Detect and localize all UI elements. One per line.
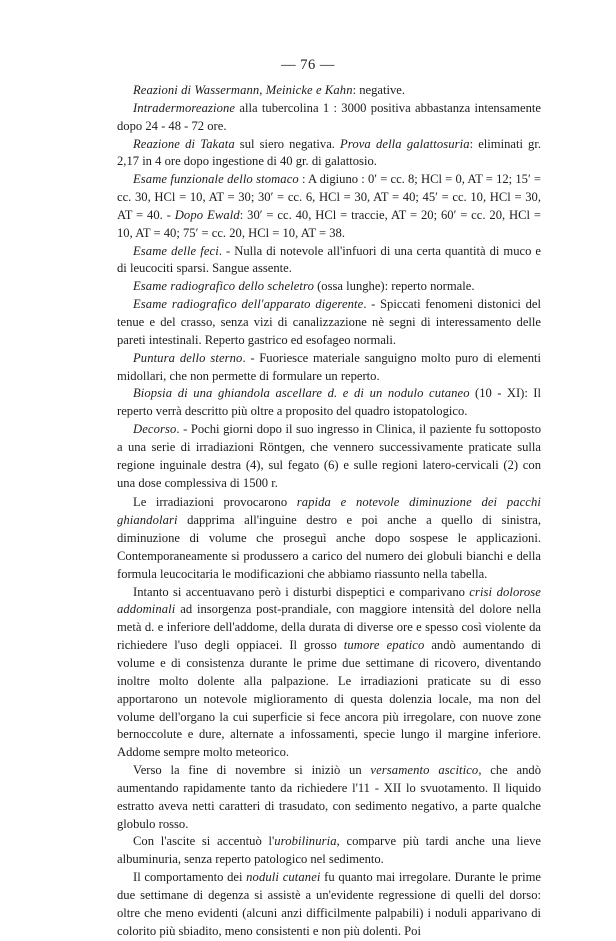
text-run: . - Nulla di notevole all'infuori di una certa quantità di muco e di leucociti sparsi. Sangue assente.	[117, 243, 541, 276]
text-run: : 30′ = cc. 40, HCl = traccie, AT = 20; 60′ = cc. 20, HCl = 10, AT = 40; 75′ = cc. 20, HCl = 10, AT = 38.	[117, 207, 541, 240]
text-run: ad insorgenza post-prandiale, con maggiore intensità del dolore nella metà d. e inferiore dell'addome, della durata di diverse ore e spesso così violente da richiedere l'uso degli oppiacei. Il grosso	[117, 602, 541, 653]
paragraph-urobilinuria	[117, 833, 541, 869]
paragraph-noduli-cutanei	[117, 869, 541, 940]
text-run: (ossa lunghe): reperto normale.	[313, 279, 475, 294]
text-run: : eliminati gr. 2,17 in 4 ore dopo ingestione di 40 gr. di galattosio.	[117, 136, 541, 169]
text-run: , comparve più tardi anche una lieve albuminuria, senza reperto patologico nel sedimento.	[117, 834, 541, 867]
text-run: sul siero negativa.	[234, 136, 341, 151]
paragraph-takata	[117, 136, 541, 172]
paragraph-wassermann	[117, 82, 541, 100]
text-run: fu quanto mai irregolare. Durante le prime due settimane di degenza si assistè a un'evidente regressione di quelli del dorso: oltre che meno evidenti (alcuni anzi difficilmente palpabili) i noduli apparivano di colorito più sbiadito, meno consistenti e non più dolenti. Poi	[117, 870, 542, 938]
text-run: Il comportamento dei	[133, 870, 247, 885]
italic-run: Reazione di Takata	[133, 136, 235, 151]
italic-run: crisi dolorose addominali	[117, 584, 541, 617]
text-run: : negative.	[352, 83, 406, 97]
italic-run: tumore epatico	[343, 638, 425, 653]
text-run: , che andò aumentando rapidamente tanto da richiedere l'11 - XII lo svuotamento. Il liquido estratto aveva netti caratteri di trasudato, con sedimento negativo, a parte qualche globulo rosso.	[117, 763, 541, 831]
text-run: . - Spiccati fenomeni distonici del tenue e del crasso, senza vizi di canalizzazione nè segni di interessamento delle pareti intestinali. Reperto gastrico ed esofageo normali.	[117, 297, 541, 347]
italic-run: rapida e notevole diminuzione dei pacchi ghiandolari	[117, 495, 541, 528]
paragraph-disturbi-dispeptici	[117, 584, 541, 762]
paragraph-apparato-digerente	[117, 296, 541, 350]
italic-run: Prova della galattosuria	[340, 136, 470, 151]
text-run: Verso la fine di novembre si iniziò un	[133, 763, 371, 778]
text-run: Le irradiazioni provocarono	[133, 495, 297, 510]
paragraph-puntura-sterno	[117, 350, 541, 386]
text-run: alla tubercolina 1 : 3000 positiva abbastanza intensamente dopo 24 - 48 - 72 ore.	[117, 100, 541, 133]
text-run: : A digiuno : 0′ = cc. 8; HCl = 0, AT = 12; 15′ = cc. 30, HCl = 10, AT = 30; 30′ = cc. 6, HCl = 30, AT = 40; 45′ = cc. 10, HCl = 30, AT = 40. -	[117, 172, 542, 222]
italic-run: versamento ascitico	[370, 763, 479, 778]
paragraph-esame-feci	[117, 243, 541, 279]
paragraph-irradiazioni	[117, 494, 541, 583]
text-run: . - Pochi giorni dopo il suo ingresso in Clinica, il paziente fu sottoposto a una serie di irradiazioni Röntgen, che vennero successivamente praticate sulla regione inguinale destra (4), sul fegato (6) e sulle regioni latero-cervicali (2) con una dose complessiva di 1500 r.	[117, 422, 541, 490]
paragraph-esame-stomaco	[117, 171, 541, 242]
text-run: andò aumentando di volume e di consistenza durante le prime due settimane di ricovero, diventando inoltre molto dolente alla palpazione. Le irradiazioni praticate su di esso apportarono un notevole miglioramento di questa dolenzia locale, ma non del volume dell'organo la cui superficie si fece ancora più irregolare, con nuove zone bernoccolute e dure, alternate a infossamenti, specie lungo il margine inferiore. Addome sempre molto meteorico.	[117, 638, 542, 760]
page-number: — 76 —	[281, 57, 335, 73]
text-run: Con l'ascite si accentuò l'	[133, 834, 275, 849]
italic-run: Dopo Ewald	[174, 207, 240, 222]
italic-run: Biopsia di una ghiandola ascellare d. e di un nodulo cutaneo	[133, 386, 470, 401]
italic-run: Esame radiografico dello scheletro	[133, 279, 314, 294]
body-text	[117, 82, 541, 941]
paragraph-versamento-ascitico	[117, 762, 541, 833]
italic-run: Esame radiografico dell'apparato digerente	[133, 297, 364, 312]
italic-run: Decorso	[133, 422, 177, 437]
italic-run: Esame delle feci	[133, 243, 219, 258]
italic-run: Intradermoreazione	[133, 100, 236, 115]
italic-run: noduli cutanei	[246, 870, 321, 885]
paragraph-scheletro	[117, 278, 541, 296]
paragraph-decorso	[117, 421, 541, 492]
text-run: . - Fuoriesce materiale sanguigno molto puro di elementi midollari, che non permette di formulare un reperto.	[117, 350, 541, 383]
italic-run: Esame funzionale dello stomaco	[133, 172, 299, 187]
text-run: Intanto si accentuavano però i disturbi dispeptici e comparivano	[133, 584, 470, 599]
paragraph-biopsia	[117, 385, 541, 421]
italic-run: Reazioni di Wassermann, Meinicke e Kahn	[133, 83, 353, 97]
text-run: (10 - XI): Il reperto verrà descritto più oltre a proposito del quadro istopatologico.	[117, 386, 541, 419]
paragraph-intradermoreazione	[117, 100, 541, 136]
italic-run: urobilinuria	[274, 834, 337, 849]
italic-run: Puntura dello sterno	[133, 350, 243, 365]
text-run: dapprima all'inguine destro e poi anche a quello di sinistra, diminuzione di volume che proseguì anche dopo sospese le applicazioni. Contemporaneamente si produssero a carico del numero dei globuli bianchi e della formula leucocitaria le modificazioni che abbiamo riassunto nella tabella.	[117, 513, 541, 581]
